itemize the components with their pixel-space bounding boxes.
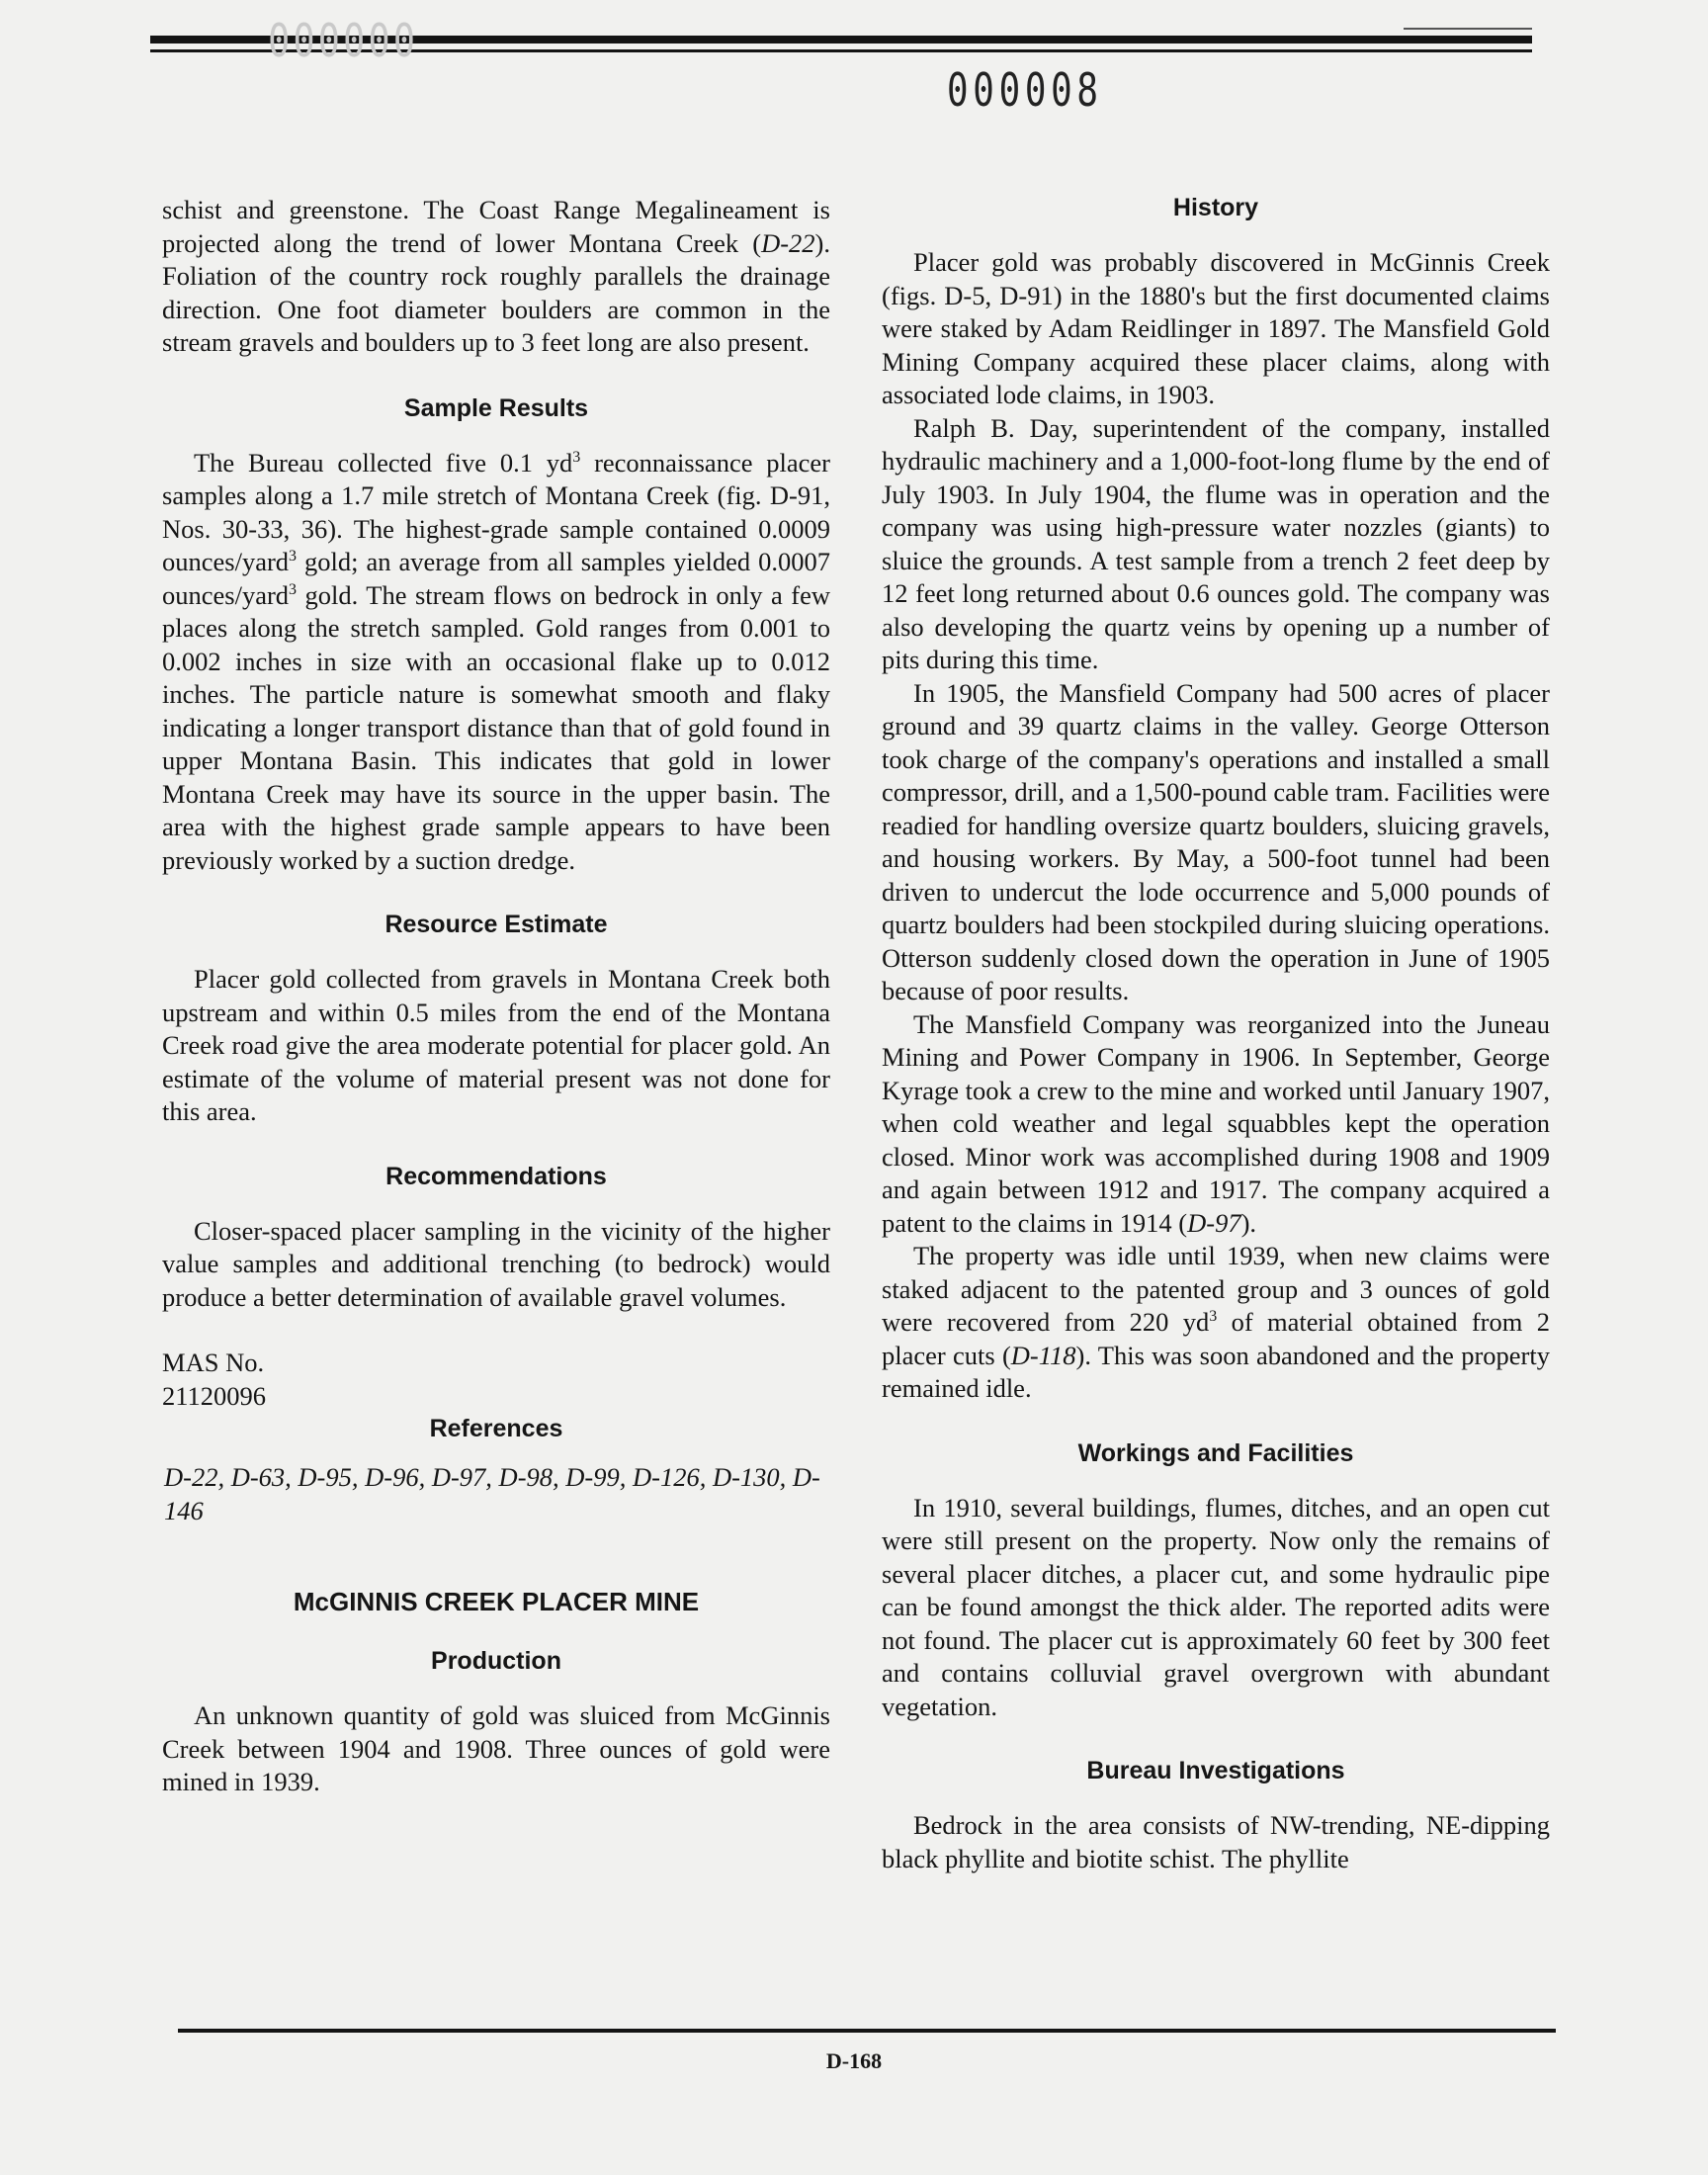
history-paragraph-4: The Mansfield Company was reorganized into the Juneau Mining and Power Company in 1906. In September, George Kyrage took a crew to the mine and worked until January 1907, when cold weather and legal squabbles kept the operation closed. Minor work was accomplished during 1908 and 1909 and again between 1912 and 1917. The company acquired a patent to the claims in 1914 (D-97). (882, 1008, 1550, 1238)
history-paragraph-2: Ralph B. Day, superintendent of the company, installed hydraulic machinery and a 1,000-foot-long flume by the end of July 1903. In July 1904, the flume was in operation and the company was using high-pressure water nozzles (giants) to sluice the grounds. A test sample from a trench 2 feet deep by 12 feet long returned about 0.6 ounces gold. The company was also developing the quartz veins by opening up a number of pits during this time. (882, 412, 1550, 674)
resource-estimate-paragraph: Placer gold collected from gravels in Montana Creek both upstream and within 0.5 miles from the end of the Montana Creek road give the area moderate potential for placer gold. An estimate of the volume of material present was not done for this area. (162, 964, 830, 1126)
mine-title: McGINNIS CREEK PLACER MINE (293, 1587, 700, 1616)
page-stamp-number: 000008 (947, 63, 1103, 117)
history-paragraph-1: Placer gold was probably discovered in McGinnis Creek (figs. D-5, D-91) in the 1880's but the first documented claims were staked by Adam Reidlinger in 1897. The Mansfield Gold Mining Company acquired these placer claims, along with associated lode claims, in 1903. (882, 247, 1550, 409)
workings-heading: Workings and Facilities (1077, 1438, 1354, 1467)
header-rule-small (1404, 28, 1532, 30)
production-heading: Production (431, 1647, 561, 1675)
bleed-through-stamp: 000000 (264, 12, 415, 65)
sample-results-heading: Sample Results (403, 393, 589, 422)
history-paragraph-5: The property was idle until 1939, when new claims were staked adjacent to the patented group and 3 ounces of gold were recovered from 220 $yd^3$ of material obtained from 2 placer cuts (D-118). This was soon abandoned and the property remained idle. (882, 1241, 1550, 1403)
right-column (882, 194, 1550, 1875)
resource-estimate-heading: Resource Estimate (384, 911, 608, 938)
bureau-paragraph: Bedrock in the area consists of NW-trending, NE-dipping black phyllite and biotite schist. The phyllite (882, 1810, 1550, 1873)
mas-number: 21120096 (162, 1380, 267, 1411)
recommendations-paragraph: Closer-spaced placer sampling in the vicinity of the higher value samples and additional trenching (to bedrock) would produce a better determination of available gravel volumes. (162, 1215, 830, 1312)
intro-paragraph: schist and greenstone. The Coast Range Megalineament is projected along the trend of lower Montana Creek (D-22). Foliation of the country rock roughly parallels the drainage direction. One foot diameter boulders are common in the stream gravels and boulders up to 3 feet long are also present. (162, 195, 830, 357)
references-list: D-22, D-63, D-95, D-96, D-97, D-98, D-99, D-126, D-130, D-146 (164, 1462, 820, 1525)
sample-results-paragraph: The Bureau collected five 0.1 $yd^3$ reconnaissance placer samples along a 1.7 mile stretch of Montana Creek (fig. D-91, Nos. 30-33, 36). The highest-grade sample contained 0.0009 ounces/yard$^3$ gold; an average from all samples yielded 0.0007 ounces/yard$^3$ gold. The stream flows on bedrock in only a few places along the stretch sampled. Gold ranges from 0.001 to 0.002 inches in size with an occasional flake up to 0.012 inches. The particle nature is somewhat smooth and flaky indicating a longer transport distance than that of gold found in upper Montana Basin. This indicates that gold in lower Montana Creek may have its source in the upper basin. The area with the highest grade sample appears to have been previously worked by a suction dredge. (162, 447, 831, 875)
left-column (162, 194, 830, 1799)
references-heading: References (429, 1415, 563, 1442)
mas-label: MAS No. (162, 1348, 265, 1377)
bureau-heading: Bureau Investigations (1086, 1757, 1345, 1784)
workings-paragraph: In 1910, several buildings, flumes, ditches, and an open cut were still present on the property. Now only the remains of several placer ditches, a placer cut, and some hydraulic pipe can be found amongst the thick alder. The reported adits were not found. The placer cut is approximately 60 feet by 300 feet and contains colluvial gravel overgrown with abundant vegetation. (882, 1492, 1550, 1721)
recommendations-heading: Recommendations (385, 1162, 607, 1190)
footer-rule (178, 2029, 1556, 2033)
production-paragraph: An unknown quantity of gold was sluiced from McGinnis Creek between 1904 and 1908. Three ounces of gold were mined in 1939. (162, 1700, 830, 1796)
history-heading: History (1172, 194, 1259, 221)
page-number: D-168 (825, 2048, 883, 2073)
history-paragraph-3: In 1905, the Mansfield Company had 500 acres of placer ground and 39 quartz claims in the valley. George Otterson took charge of the company's operations and installed a small compressor, drill, and a 1,500-pound cable tram. Facilities were readied for handling oversize quartz boulders, sluicing gravels, and housing workers. By May, a 500-foot tunnel had been driven to undercut the lode occurrence and 5,000 pounds of quartz boulders had been stockpiled during sluicing operations. Otterson suddenly closed down the operation in June of 1905 because of poor results. (882, 677, 1550, 1005)
